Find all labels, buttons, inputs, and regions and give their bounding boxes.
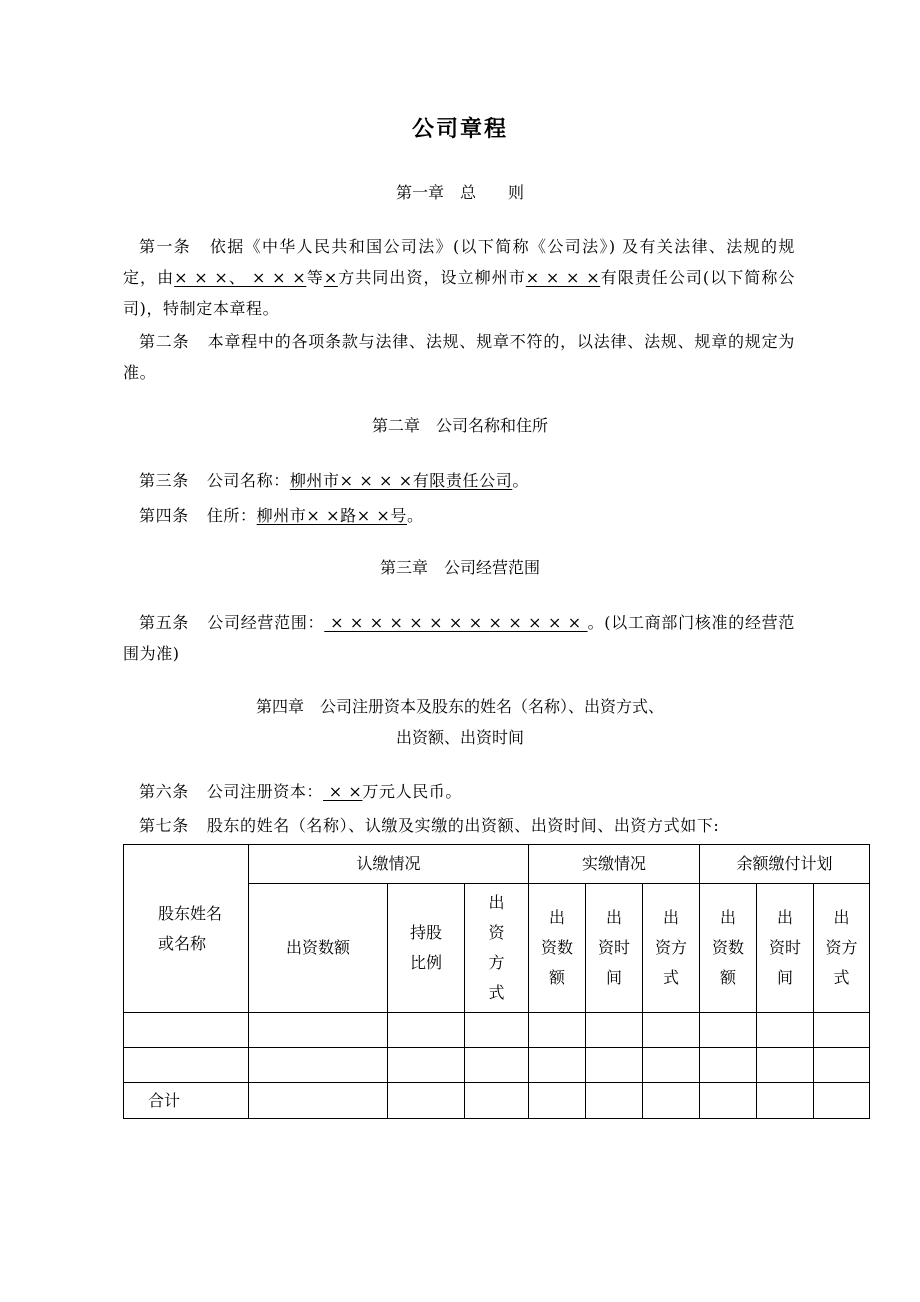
header-balance-amount: 出 资数 额 — [700, 884, 757, 1013]
chapter-4-heading-line-2: 出资额、出资时间 — [395, 728, 524, 747]
document-title: 公司章程 — [411, 116, 508, 142]
contribution-table — [123, 844, 870, 1119]
article-3-text-2: 。 — [512, 471, 529, 490]
article-1-company-name: × × × × — [525, 268, 601, 287]
article-4-address: 柳州市× ×路× ×号 — [256, 506, 408, 525]
table-total-row — [124, 1083, 870, 1119]
article-1-text-2: 等 — [306, 268, 324, 287]
chapter-2-heading: 第二章 公司名称和住所 — [371, 416, 548, 435]
article-6-capital-amount: × × — [323, 782, 363, 801]
article-3 — [123, 465, 795, 496]
header-paid: 实缴情况 — [529, 845, 700, 884]
article-6-text-1: 公司注册资本： — [206, 782, 324, 801]
article-2 — [123, 326, 795, 388]
article-5-label: 第五条 — [139, 613, 190, 632]
table-header-row-1 — [124, 845, 870, 884]
header-balance-method: 出 资方 式 — [814, 884, 870, 1013]
article-2-label: 第二条 — [139, 332, 190, 351]
table-row — [124, 1013, 870, 1048]
article-5-text-1: 公司经营范围： — [207, 613, 325, 632]
article-4-text-2: 。 — [407, 506, 424, 525]
header-balance-plan: 余额缴付计划 — [700, 845, 870, 884]
article-7 — [123, 810, 795, 841]
header-paid-time: 出 资时 间 — [586, 884, 643, 1013]
article-4-text-1: 住所： — [206, 506, 257, 525]
article-2-text: 本章程中的各项条款与法律、法规、规章不符的，以法律、法规、规章的规定为准。 — [123, 332, 795, 382]
article-1-text-1: 依据《中华人民共和国公司法》(以下简称《公司法》) 及有关法律、法规的规定，由 — [123, 237, 795, 287]
header-paid-amount: 出 资数 额 — [529, 884, 586, 1013]
article-6-text-2: 万元人民币。 — [362, 782, 463, 801]
chapter-4-heading-line-1: 第四章 公司注册资本及股东的姓名（名称）、出资方式、 — [255, 697, 664, 716]
article-7-text: 股东的姓名（名称）、认缴及实缴的出资额、出资时间、出资方式如下: — [206, 816, 720, 835]
header-sub-method: 出 资 方 式 — [465, 884, 529, 1013]
header-balance-time: 出 资时 间 — [757, 884, 814, 1013]
header-sub-ratio: 持股 比例 — [388, 884, 465, 1013]
article-6 — [123, 776, 795, 807]
article-6-label: 第六条 — [139, 782, 189, 801]
article-4-label: 第四条 — [139, 506, 189, 525]
header-sub-amount: 出资数额 — [249, 884, 388, 1013]
article-3-label: 第三条 — [139, 471, 189, 490]
article-7-label: 第七条 — [139, 816, 189, 835]
article-1-label: 第一条 — [139, 237, 192, 256]
header-shareholder: 股东姓名 或名称 — [124, 845, 249, 1013]
article-1-founders: × × ×、 × × × — [174, 268, 307, 287]
article-3-company-name: 柳州市× × × ×有限责任公司 — [289, 471, 513, 490]
chapter-3-heading: 第三章 公司经营范围 — [379, 558, 540, 577]
header-paid-method: 出 资方 式 — [643, 884, 700, 1013]
table-row — [124, 1048, 870, 1083]
article-1-text-3: 方共同出资，设立柳州市 — [337, 268, 526, 287]
article-1-party-count: × — [323, 268, 338, 287]
article-5-business-scope: × × × × × × × × × × × × × — [324, 613, 588, 632]
article-3-text-1: 公司名称： — [206, 471, 290, 490]
article-4 — [123, 500, 795, 531]
article-1 — [123, 231, 795, 324]
header-subscribed: 认缴情况 — [249, 845, 529, 884]
total-label: 合计 — [124, 1083, 249, 1119]
article-5 — [123, 607, 795, 669]
article-5-text-2: 。(以工商部门核准的经营范围为准) — [123, 613, 795, 663]
article-1-text-4: 有限责任公司(以下简称公司)，特制定本章程。 — [123, 268, 795, 318]
chapter-1-heading: 第一章 总 则 — [395, 183, 524, 202]
